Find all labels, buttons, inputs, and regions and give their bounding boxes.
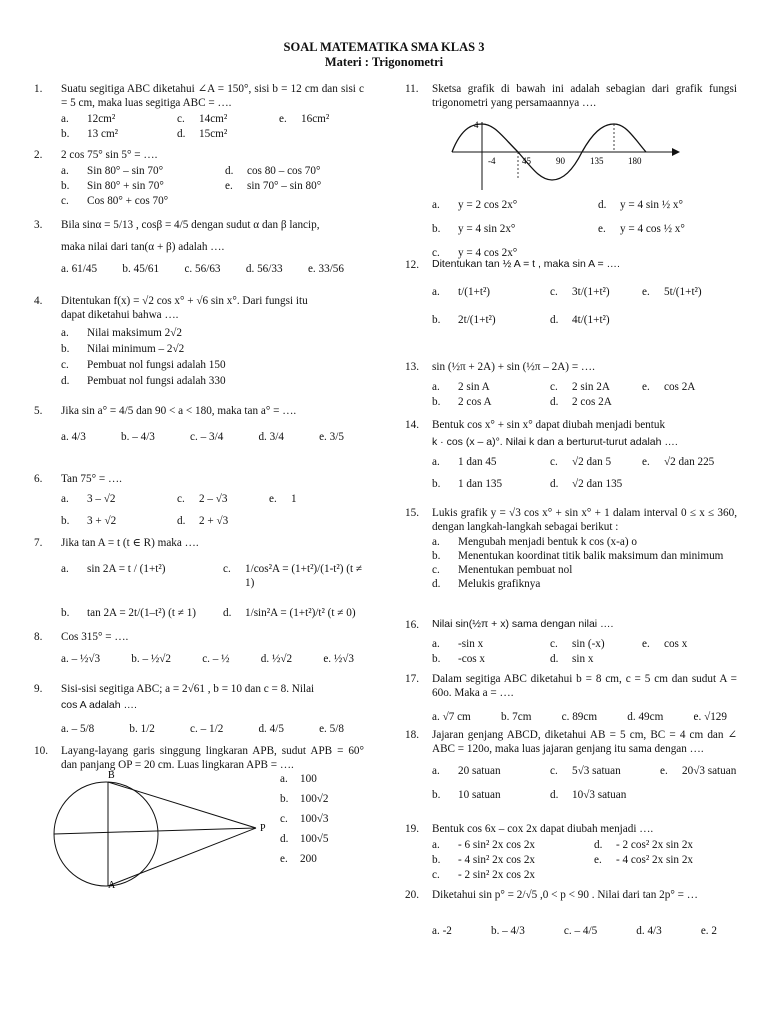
option-b[interactable]: Nilai minimum – 2√2 [87, 343, 185, 355]
question-text-2: cos A adalah …. [61, 699, 137, 711]
option-b[interactable]: y = 4 sin 2x° [458, 223, 516, 235]
option-letter: b. [61, 607, 70, 619]
question-text: Nilai sin(½π + x) sama dengan nilai …. [432, 618, 614, 630]
option-c[interactable]: - 2 sin² 2x cos 2x [458, 869, 536, 881]
question-15 [405, 506, 737, 591]
option-a[interactable]: Mengubah menjadi bentuk k cos (x-a) o [458, 536, 637, 548]
option-letter: c. [280, 813, 288, 825]
option-d[interactable]: ½√2 [271, 653, 293, 665]
question-text: Jika sin a° = 4/5 dan 90 < a < 180, maka tan a° = …. [61, 405, 297, 417]
option-c[interactable]: – 4/5 [574, 925, 598, 937]
question-4 [34, 294, 364, 388]
option-c[interactable]: 1/cos²A = (1+t²)/(1-t²) (t ≠ 1) [245, 563, 363, 589]
option-letter: c. [177, 113, 185, 125]
option-a[interactable]: √7 cm [442, 711, 471, 723]
option-c[interactable]: 100√3 [300, 813, 329, 825]
option-c[interactable]: 89cm [572, 711, 598, 723]
kite-tangent-diagram [34, 770, 274, 891]
option-letter: c. [550, 765, 558, 777]
option-letter: e. [307, 263, 316, 275]
option-c[interactable]: 14cm² [199, 113, 228, 125]
option-c[interactable]: 2 – √3 [199, 493, 228, 505]
option-letter: b. [131, 653, 140, 665]
question-text: Tan 75° = …. [61, 473, 122, 485]
option-b[interactable]: – 4/3 [502, 925, 525, 937]
option-letter: b. [432, 478, 441, 491]
option-letter: a. [432, 199, 440, 211]
option-a[interactable]: – 5/8 [71, 723, 95, 736]
option-a[interactable]: 100 [300, 773, 317, 785]
option-letter: c. [432, 247, 440, 259]
option-letter: c. [61, 359, 69, 371]
question-16 [405, 618, 737, 666]
option-b[interactable]: 10 satuan [458, 789, 501, 801]
question-text: 2 cos 75° sin 5° = …. [61, 149, 158, 161]
question-text: Jika tan A = t (t ∈ R) maka …. [61, 537, 199, 549]
label-neg4: -4 [488, 156, 496, 166]
option-letter: a. [61, 653, 69, 665]
option-b[interactable]: 2t/(1+t²) [458, 314, 496, 327]
option-letter: b. [432, 396, 441, 408]
option-letter: d. [225, 165, 234, 177]
option-letter: c. [190, 431, 198, 443]
option-letter: b. [61, 343, 70, 355]
option-letter: d. [258, 723, 267, 736]
question-number: 15. [405, 507, 419, 519]
option-a[interactable]: 4/3 [71, 431, 86, 443]
option-a[interactable]: Sin 80° – sin 70° [87, 165, 164, 177]
option-d[interactable]: cos 80 – cos 70° [247, 165, 321, 177]
question-text-2: k · cos (x – a)°. Nilai k dan a berturut-turut adalah …. [432, 436, 678, 448]
option-letter: e. [693, 711, 702, 723]
page-header [0, 40, 768, 70]
option-c[interactable]: 56/63 [195, 263, 221, 275]
option-letter: e. [319, 431, 327, 443]
option-b[interactable]: Menentukan koordinat titik balik maksimum dan minimum [458, 550, 724, 562]
option-b[interactable]: 3 + √2 [87, 515, 117, 527]
option-letter: a. [280, 773, 288, 785]
label-180: 180 [628, 156, 642, 166]
option-e[interactable]: ½√3 [333, 653, 354, 665]
option-a[interactable]: 20 satuan [458, 765, 501, 777]
option-letter: a. [432, 839, 440, 851]
option-letter: c. [550, 456, 558, 469]
question-2 [34, 148, 364, 208]
option-c[interactable]: 2 sin 2A [572, 381, 610, 393]
option-letter: a. [61, 493, 69, 505]
question-text: Bentuk cos 6x – cox 2x dapat diubah menjadi …. [432, 823, 654, 835]
question-8 [34, 630, 364, 666]
option-letter: c. [432, 869, 440, 881]
option-letter: e. [225, 180, 233, 192]
option-letter: e. [642, 381, 650, 393]
option-b[interactable]: -cos x [458, 653, 486, 666]
option-a[interactable]: - 6 sin² 2x cos 2x [458, 839, 536, 851]
option-letter: c. [550, 286, 558, 299]
option-a[interactable]: 1 dan 45 [458, 456, 497, 469]
question-18 [405, 728, 737, 802]
question-17 [405, 672, 737, 724]
question-number: 16. [405, 619, 419, 631]
option-letter: a. [432, 286, 440, 299]
option-letter: b. [61, 180, 70, 192]
option-letter: d. [550, 478, 559, 491]
question-number: 7. [34, 537, 43, 549]
option-c[interactable]: – 3/4 [200, 431, 224, 443]
question-number: 8. [34, 631, 43, 643]
option-d[interactable]: - 2 cos² 2x sin 2x [616, 839, 694, 851]
question-1 [34, 82, 364, 141]
option-d[interactable]: 10√3 satuan [572, 789, 627, 801]
option-a[interactable]: 12cm² [87, 113, 116, 125]
option-letter: e. [279, 113, 287, 125]
option-letter: a. [432, 765, 440, 777]
option-e[interactable]: 20√3 satuan [682, 765, 737, 777]
option-letter: d. [223, 607, 232, 619]
option-letter: e. [642, 456, 650, 469]
question-13 [405, 360, 737, 409]
question-text: Bila sinα = 5/13 , cosβ = 4/5 dengan sudut α dan β lancip, [61, 219, 320, 231]
question-number: 11. [405, 83, 419, 95]
option-b[interactable]: 1/2 [140, 723, 155, 736]
option-c[interactable]: y = 4 cos 2x° [458, 247, 518, 259]
option-c[interactable]: √2 dan 5 [572, 456, 612, 469]
option-letter: a. [432, 711, 440, 723]
option-e[interactable]: 16cm² [301, 113, 330, 125]
option-letter: a. [432, 536, 440, 548]
option-letter: d. [258, 431, 267, 443]
option-letter: b. [432, 550, 441, 562]
option-letter: e. [598, 223, 606, 235]
page-title: SOAL MATEMATIKA SMA KLAS 3 [283, 40, 485, 54]
option-d[interactable]: 100√5 [300, 833, 329, 845]
question-text-2: maka nilai dari tan(α + β) adalah …. [61, 241, 225, 253]
option-letter: b. [432, 854, 441, 866]
question-text: Sketsa grafik di bawah ini adalah sebagian dari grafik fungsi trigonometri yang persamaannya …. [432, 83, 737, 109]
option-letter: d. [245, 263, 255, 275]
option-d[interactable]: Melukis grafiknya [458, 578, 541, 590]
option-d[interactable]: 4t/(1+t²) [572, 314, 610, 327]
option-letter: a. [61, 165, 69, 177]
option-letter: e. [700, 925, 709, 937]
question-number: 20. [405, 889, 419, 901]
question-text: Ditentukan f(x) = √2 cos x° + √6 sin x°. Dari fungsi itu [61, 295, 308, 307]
x-axis-arrow [672, 148, 680, 156]
question-9 [34, 682, 364, 736]
option-b[interactable]: 1 dan 135 [458, 478, 503, 491]
option-letter: b. [432, 314, 441, 327]
option-letter: e. [642, 638, 650, 651]
option-c[interactable]: sin (-x) [572, 638, 605, 651]
question-19 [405, 822, 737, 882]
option-d[interactable]: 15cm² [199, 128, 228, 140]
question-number: 17. [405, 673, 419, 685]
option-letter: a. [432, 456, 440, 469]
option-letter: d. [177, 515, 186, 527]
question-number: 4. [34, 295, 43, 307]
option-letter: c. [190, 723, 198, 736]
option-a[interactable]: 3 – √2 [87, 493, 116, 505]
option-letter: b. [432, 789, 441, 801]
option-b[interactable]: – ½√2 [142, 653, 171, 665]
option-a[interactable]: Nilai maksimum 2√2 [87, 327, 183, 339]
option-c[interactable]: Cos 80° + cos 70° [87, 195, 169, 207]
option-letter: d. [550, 789, 559, 801]
question-text: Bentuk cos x° + sin x° dapat diubah menjadi bentuk [432, 419, 666, 431]
question-number: 2. [34, 149, 43, 161]
option-letter: b. [490, 925, 500, 937]
option-letter: d. [598, 199, 607, 211]
option-letter: c. [432, 564, 440, 576]
question-text: Dalam segitiga ABC diketahui b = 8 cm, c = 5 cm dan sudut A = 60o. Maka a = …. [432, 673, 737, 699]
option-e[interactable]: y = 4 cos ½ x° [620, 223, 685, 235]
option-b[interactable]: - 4 sin² 2x cos 2x [458, 854, 536, 866]
option-letter: e. [642, 286, 650, 299]
question-14 [405, 418, 737, 491]
option-c[interactable]: Pembuat nol fungsi adalah 150 [87, 359, 226, 371]
line-AP [108, 828, 256, 886]
option-letter: d. [280, 833, 289, 845]
option-letter: d. [550, 396, 559, 408]
option-letter: d. [636, 925, 645, 937]
option-d[interactable]: 3/4 [269, 431, 284, 443]
option-letter: e. [594, 854, 602, 866]
question-number: 9. [34, 683, 43, 695]
option-letter: a. [61, 723, 69, 736]
option-e[interactable]: 5t/(1+t²) [664, 286, 702, 299]
option-a[interactable]: -2 [442, 925, 452, 937]
option-letter: e. [660, 765, 668, 777]
question-text: Suatu segitiga ABC diketahui ∠A = 150°, sisi b = 12 cm dan sisi c = 5 cm, maka luas segitiga ABC = …. [61, 83, 364, 109]
question-text: Jajaran genjang ABCD, diketahui AB = 5 cm, BC = 4 cm dan ∠ ABC = 120o, maka luas jajaran genjang itu sama dengan …. [432, 729, 737, 755]
option-letter: a. [61, 113, 69, 125]
question-20 [405, 888, 737, 938]
question-text: Sisi-sisi segitiga ABC; a = 2√61 , b = 10 dan c = 8. Nilai [61, 683, 315, 695]
trig-graph [432, 116, 682, 196]
label-A: A [108, 880, 116, 891]
question-text: Ditentukan tan ½ A = t , maka sin A = …. [432, 258, 620, 270]
question-12 [405, 258, 737, 327]
option-b[interactable]: 13 cm² [87, 128, 119, 140]
question-number: 19. [405, 823, 419, 835]
option-c[interactable]: 3t/(1+t²) [572, 286, 610, 299]
question-text: Diketahui sin p° = 2/√5 ,0 < p < 90 . Nilai dari tan 2p° = … [432, 889, 698, 901]
option-e[interactable]: cos 2A [664, 381, 696, 393]
option-e[interactable]: √129 [704, 711, 727, 723]
option-letter: b. [280, 793, 289, 805]
question-number: 10. [34, 745, 48, 757]
line-BP [108, 782, 256, 828]
label-P: P [260, 823, 266, 834]
option-d[interactable]: √2 dan 135 [572, 478, 623, 491]
option-d[interactable]: 1/sin²A = (1+t²)/t² (t ≠ 0) [245, 607, 356, 619]
option-letter: c. [223, 563, 231, 575]
option-e[interactable]: 5/8 [329, 723, 344, 736]
option-letter: c. [561, 711, 570, 723]
question-text: Layang-layang garis singgung lingkaran APB, sudut APB = 60° dan panjang OP = 20 cm. Luas lingkaran APB = …. [61, 745, 364, 771]
question-text-2: dapat diketahui bahwa …. [61, 309, 179, 321]
option-e[interactable]: 2 [711, 925, 717, 937]
label-B: B [108, 770, 115, 781]
option-letter: b. [61, 128, 70, 140]
question-7 [34, 536, 364, 620]
option-letter: c. [202, 653, 210, 665]
option-letter: d. [594, 839, 603, 851]
question-number: 3. [34, 219, 43, 231]
option-letter: a. [61, 327, 69, 339]
option-b[interactable]: 2 cos A [458, 396, 492, 408]
option-letter: e. [319, 723, 327, 736]
option-d[interactable]: 2 cos 2A [572, 396, 612, 408]
option-a[interactable]: t/(1+t²) [458, 286, 491, 299]
label-90: 90 [556, 156, 565, 166]
option-a[interactable]: y = 2 cos 2x° [458, 199, 518, 211]
option-e[interactable]: 33/56 [318, 263, 344, 275]
option-letter: c. [563, 925, 572, 937]
option-letter: a. [61, 563, 69, 575]
question-11 [405, 82, 737, 260]
option-letter: d. [177, 128, 186, 140]
option-letter: a. [61, 431, 69, 443]
option-d[interactable]: 56/33 [257, 263, 283, 275]
option-a[interactable]: – ½√3 [71, 653, 101, 665]
question-text: sin (½π + 2A) + sin (½π – 2A) = …. [432, 361, 595, 373]
option-e[interactable]: sin 70° – sin 80° [247, 180, 322, 192]
option-letter: d. [260, 653, 270, 665]
option-b[interactable]: Sin 80° + sin 70° [87, 180, 164, 192]
option-d[interactable]: 2 + √3 [199, 515, 229, 527]
question-6 [34, 472, 364, 528]
option-c[interactable]: Menentukan pembuat nol [458, 564, 573, 576]
option-b[interactable]: 7cm [512, 711, 532, 723]
option-letter: a. [432, 925, 440, 937]
option-letter: d. [627, 711, 636, 723]
option-b[interactable]: tan 2A = 2t/(1–t²) (t ≠ 1) [87, 607, 197, 619]
option-c[interactable]: – ½ [212, 653, 230, 665]
question-number: 18. [405, 729, 419, 741]
option-letter: b. [121, 431, 130, 443]
question-number: 1. [34, 83, 43, 95]
option-letter: d. [550, 653, 559, 666]
option-letter: c. [550, 381, 558, 393]
option-letter: a. [432, 638, 440, 651]
option-d[interactable]: y = 4 sin ½ x° [620, 199, 683, 211]
option-letter: d. [61, 375, 70, 387]
option-d[interactable]: 4/5 [269, 723, 284, 736]
label-4: 4 [474, 120, 479, 130]
option-e[interactable]: - 4 cos² 2x sin 2x [616, 854, 694, 866]
option-letter: e. [280, 853, 288, 865]
option-e[interactable]: √2 dan 225 [664, 456, 715, 469]
option-b[interactable]: – 4/3 [132, 431, 155, 443]
option-c[interactable]: 5√3 satuan [572, 765, 621, 777]
option-a[interactable]: 2 sin A [458, 381, 490, 393]
option-c[interactable]: – 1/2 [200, 723, 224, 736]
option-letter: e. [269, 493, 277, 505]
option-a[interactable]: -sin x [458, 638, 484, 651]
option-letter: b. [61, 515, 70, 527]
option-letter: c. [177, 493, 185, 505]
question-3 [34, 208, 364, 276]
question-number: 6. [34, 473, 43, 485]
question-number: 14. [405, 419, 419, 431]
option-letter: b. [500, 711, 510, 723]
option-letter: a. [61, 263, 69, 275]
option-e[interactable]: 3/5 [329, 431, 344, 443]
option-b[interactable]: 100√2 [300, 793, 329, 805]
question-number: 12. [405, 259, 419, 271]
option-e[interactable]: 1 [291, 493, 297, 505]
option-letter: b. [432, 653, 441, 666]
option-letter: c. [184, 263, 193, 275]
option-b[interactable]: 45/61 [133, 263, 160, 275]
option-letter: c. [550, 638, 558, 651]
option-d[interactable]: 4/3 [647, 925, 662, 937]
option-d[interactable]: sin x [572, 653, 594, 666]
question-number: 5. [34, 405, 43, 417]
page-subtitle: Materi : Trigonometri [324, 55, 444, 69]
line-diameter [54, 828, 256, 834]
option-letter: e. [323, 653, 332, 665]
question-number: 13. [405, 361, 419, 373]
option-letter: d. [550, 314, 559, 327]
option-letter: b. [129, 723, 138, 736]
label-135: 135 [590, 156, 604, 166]
label-45: 45 [522, 156, 531, 166]
question-text: Lukis grafik y = √3 cos x° + sin x° + 1 dalam interval 0 ≤ x ≤ 360, dengan langkah-langkah sebagai berikut : [432, 507, 737, 533]
option-e[interactable]: cos x [664, 638, 688, 651]
option-d[interactable]: 49cm [638, 711, 664, 723]
option-letter: d. [432, 578, 441, 590]
question-text: Cos 315° = …. [61, 631, 129, 643]
option-letter: a. [432, 381, 440, 393]
option-a[interactable]: sin 2A = t / (1+t²) [87, 563, 166, 575]
question-5 [34, 404, 364, 444]
option-letter: b. [432, 223, 441, 235]
option-letter: b. [122, 263, 131, 275]
question-10 [34, 744, 364, 891]
option-a[interactable]: 61/45 [71, 263, 98, 275]
option-d[interactable]: Pembuat nol fungsi adalah 330 [87, 375, 226, 387]
option-letter: c. [61, 195, 69, 207]
option-e[interactable]: 200 [300, 853, 317, 865]
